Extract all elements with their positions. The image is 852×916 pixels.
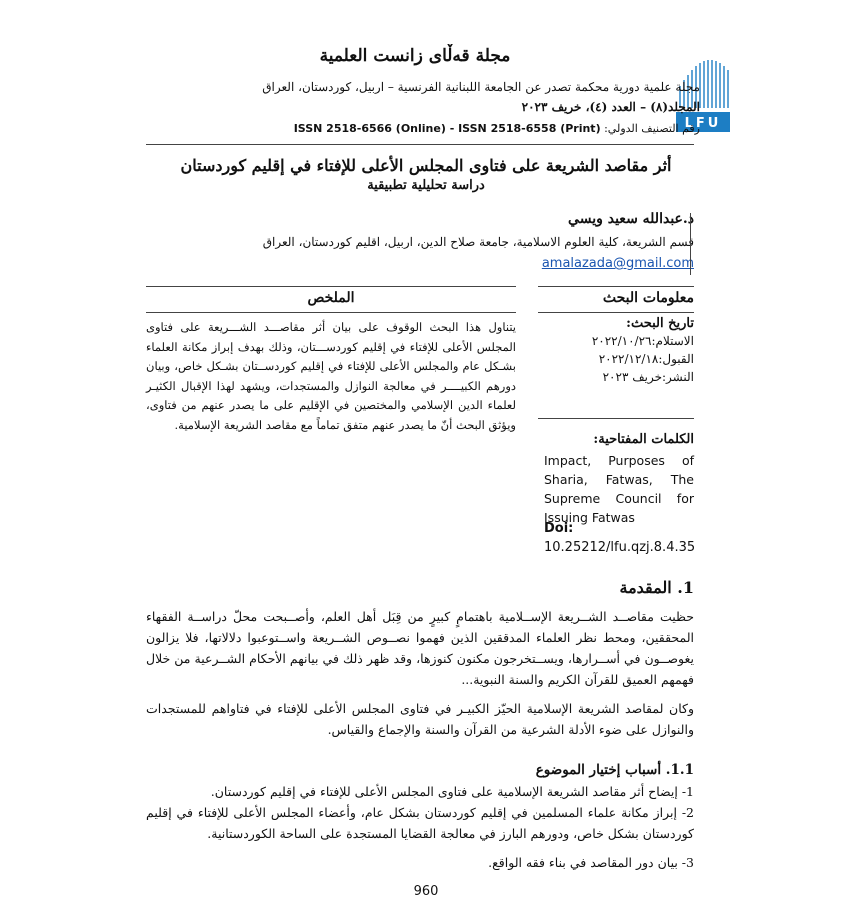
lfu-logo-icon bbox=[676, 56, 730, 132]
journal-title: مجلة قەڵای زانست العلمية bbox=[319, 46, 511, 66]
abstract-heading-rule bbox=[146, 312, 516, 313]
history-rule bbox=[538, 418, 694, 419]
published-date: النشر:خريف ٢٠٢٣ bbox=[602, 370, 694, 384]
info-heading-rule bbox=[538, 312, 694, 313]
accepted-date: القبول:٢٠٢٢/١٢/١٨ bbox=[598, 352, 694, 366]
intro-paragraph-1: حظيت مقاصــد الشــريعة الإســلامية باهتمامٍ كبيرٍ من قِبَل أهل العلم، وأصــبحت محلّ دراســة الفقهاء المحققين، ومحط نظر العلماء المدققين الذين فهموا نصــوص الشــريعة واســتوعبوا دلالاتها، فلا يزالون يغوصــون في أســرارها، ويســتخرجون مكنون كنوزها، وقد ظهر ذلك في بيانهم الأحكام الشــرعية من خلال فهمهم العميق للقرآن الكريم والسنة النبوية... bbox=[146, 609, 694, 687]
abstract-heading: الملخص bbox=[307, 290, 355, 306]
list-item: 1- إيضاح أثر مقاصد الشريعة الإسلامية على فتاوى المجلس الأعلى للإفتاء في إقليم كوردستان. bbox=[210, 784, 694, 799]
article-title: أثر مقاصد الشريعة على فتاوى المجلس الأعلى للإفتاء في إقليم كوردستان bbox=[180, 156, 672, 175]
intro-paragraph-2: وكان لمقاصد الشريعة الإسلامية الحيّز الكبيـر في فتاوى المجلس الأعلى للإفتاء في فتاواهم للمستجدات والنوازل على ضوء الأدلة الشرعية من القرآن والسنة والإجماع والقياس. bbox=[146, 701, 694, 737]
issn-value: ISSN 2518-6566 (Online) - ISSN 2518-6558 (Print) bbox=[293, 122, 601, 135]
journal-issue: المجلد(٨) – العدد (٤)، خريف ٢٠٢٣ bbox=[521, 100, 700, 114]
intro-heading: 1. المقدمة bbox=[619, 578, 694, 597]
doi-link[interactable]: 10.25212/lfu.qzj.8.4.35 bbox=[544, 540, 696, 555]
history-heading: تاريخ البحث: bbox=[626, 316, 694, 331]
received-date: الاستلام:٢٠٢٢/١٠/٢٦ bbox=[591, 334, 694, 348]
author-affiliation: قسم الشريعة، كلية العلوم الاسلامية، جامعة صلاح الدين، اربيل، اقليم كوردستان، العراق bbox=[262, 235, 694, 249]
journal-issn-line bbox=[140, 122, 700, 135]
logo-text: LFU bbox=[684, 116, 722, 131]
doi-label: Doi: bbox=[544, 521, 574, 536]
keywords-text: Impact, Purposes of Sharia, Fatwas, The Supreme Council for Issuing Fatwas bbox=[544, 453, 694, 525]
lfu-logo bbox=[676, 56, 730, 132]
list-item: 2- إبراز مكانة علماء المسلمين في إقليم كوردستان بشكل عام، وأعضاء المجلس الأعلى للإفتاء في إقليم كوردستان بشكل خاص، ودورهم البارز في معالجة القضايا المستجدة على الساحة الكوردستانية. bbox=[146, 805, 694, 841]
section-heading-reasons: 1.1. أسباب إختيار الموضوع bbox=[535, 762, 694, 778]
issn-label: رقم التصنيف الدولي: bbox=[604, 122, 700, 135]
list-item: 3- بيان دور المقاصد في بناء فقه الواقع. bbox=[488, 855, 694, 870]
info-heading: معلومات البحث bbox=[602, 290, 694, 306]
keywords-heading: الكلمات المفتاحية: bbox=[593, 432, 694, 447]
page-number: 960 bbox=[413, 884, 439, 899]
journal-description: مجلة علمية دورية محكمة تصدر عن الجامعة اللبنانية الفرنسية – اربيل، كوردستان، العراق bbox=[262, 80, 700, 94]
author-side-rule bbox=[690, 213, 691, 275]
info-top-rule bbox=[538, 286, 694, 287]
abstract-text: يتناول هذا البحث الوقوف على بيان أثر مقاصـــد الشـــريعة على فتاوى المجلس الأعلى للإفتاء في إقليم كوردســـتان، وذلك بهدف إبراز مكانة العلماء بشـكل عام والمجلس الأعلى للإفتاء في إقليم كوردســتان بشـكل خاص، وبيان دورهم الكبيــــر في معالجة النوازل والمستجدات، ويشهد لهذا الإقبال الكثيـر لعلماء الدين الإسلامي والمختصين في الإقليم على ما يصدر عنهم من فتاوى، ويؤثق البحث أنّ ما يصدر عنهم متفق تماماً مع مقاصد الشريعة الإسلامية. bbox=[146, 320, 516, 432]
abstract-top-rule bbox=[146, 286, 516, 287]
article-subtitle: دراسة تحليلية تطبيقية bbox=[367, 178, 485, 193]
header-divider bbox=[146, 144, 694, 145]
author-email-link[interactable]: amalazada@gmail.com bbox=[541, 256, 694, 271]
author-name: د.عبدالله سعيد ويسي bbox=[568, 211, 694, 227]
